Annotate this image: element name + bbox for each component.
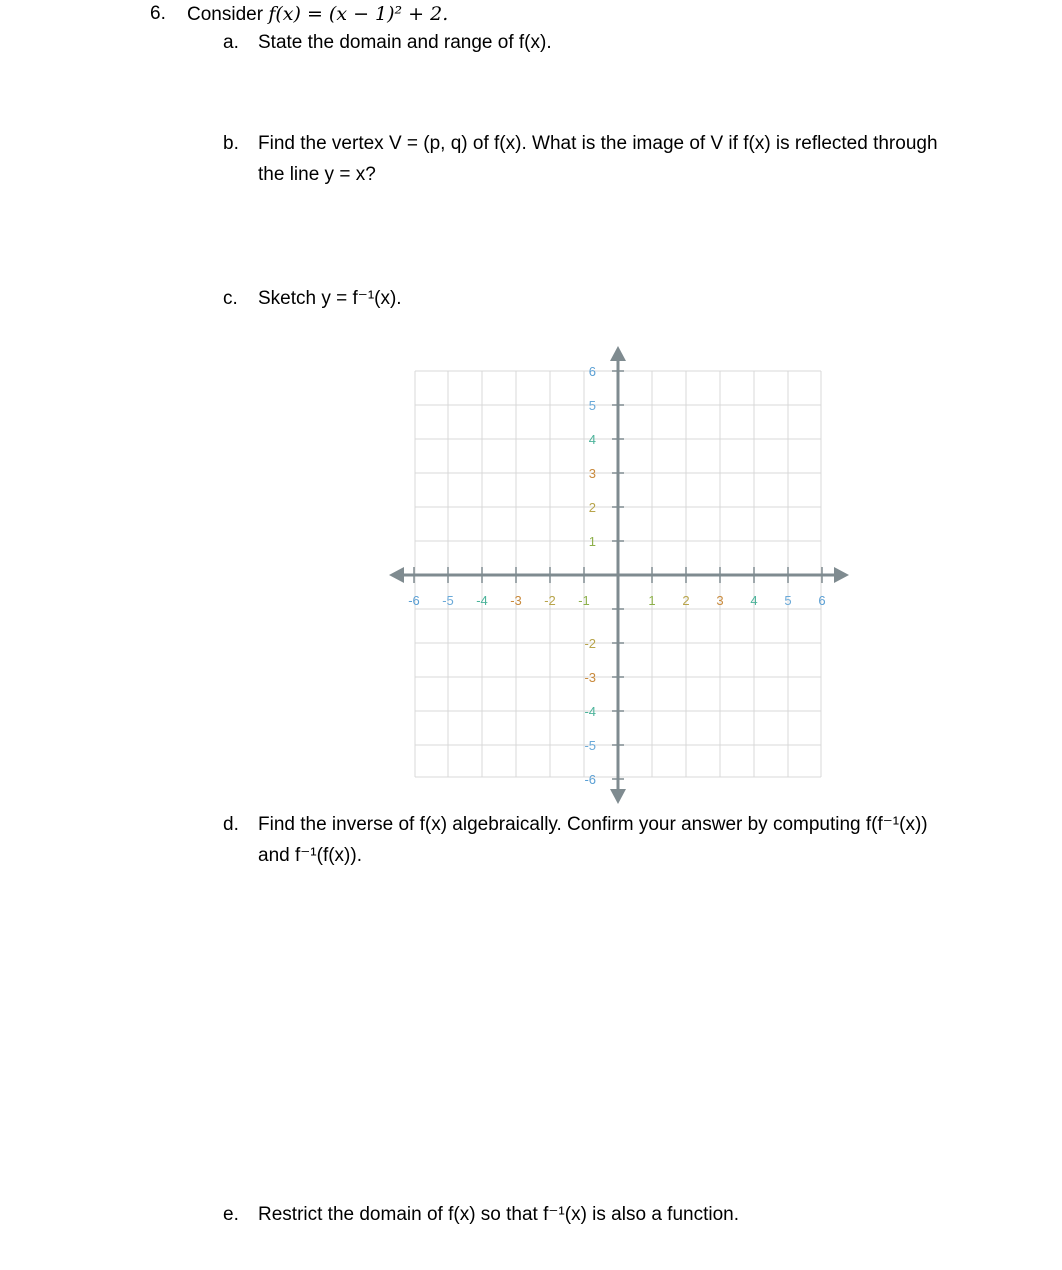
y-tick-label: -3 bbox=[584, 670, 596, 685]
y-tick-label: -6 bbox=[584, 772, 596, 787]
part-b-text-line1: Find the vertex V = (p, q) of f(x). What is the image of V if f(x) is reflected through bbox=[258, 133, 938, 154]
x-axis-right-arrow bbox=[834, 567, 849, 583]
part-b-text-line2: the line y = x? bbox=[258, 164, 376, 185]
question-intro-text: Consider bbox=[187, 4, 264, 25]
x-tick-label: 1 bbox=[648, 593, 656, 608]
part-d-label: d. bbox=[223, 814, 239, 835]
part-c-label: c. bbox=[223, 288, 238, 309]
y-axis-down-arrow bbox=[610, 789, 626, 804]
y-tick-label: -4 bbox=[584, 704, 596, 719]
y-tick-label: 5 bbox=[588, 398, 596, 413]
y-tick-label: -5 bbox=[584, 738, 596, 753]
x-axis-left-arrow bbox=[389, 567, 404, 583]
x-tick-label: 3 bbox=[716, 593, 724, 608]
question-number: 6. bbox=[150, 3, 166, 24]
part-b-label: b. bbox=[223, 133, 239, 154]
y-tick-label: -2 bbox=[584, 636, 596, 651]
x-tick-label: -4 bbox=[476, 593, 488, 608]
x-tick-label: -2 bbox=[544, 593, 556, 608]
part-a-text: State the domain and range of f(x). bbox=[258, 32, 552, 53]
part-e-text: Restrict the domain of f(x) so that f⁻¹(x) is also a function. bbox=[258, 1204, 739, 1225]
y-tick-label: 3 bbox=[588, 466, 596, 481]
y-tick-label: 1 bbox=[588, 534, 596, 549]
function-definition: f(x) = (x − 1)² + 2. bbox=[268, 3, 449, 25]
part-d-text-line2: and f⁻¹(f(x)). bbox=[258, 845, 362, 866]
part-a-label: a. bbox=[223, 32, 239, 53]
part-e-label: e. bbox=[223, 1204, 239, 1225]
x-tick-label: 2 bbox=[682, 593, 690, 608]
y-axis-up-arrow bbox=[610, 346, 626, 361]
y-tick-label: 4 bbox=[588, 432, 596, 447]
part-c-text: Sketch y = f⁻¹(x). bbox=[258, 288, 402, 309]
x-tick-label: 5 bbox=[784, 593, 792, 608]
x-tick-label: -1 bbox=[578, 593, 590, 608]
y-tick-label: 6 bbox=[588, 364, 596, 379]
x-tick-label: -5 bbox=[442, 593, 454, 608]
x-tick-label: 4 bbox=[750, 593, 758, 608]
x-tick-label: -3 bbox=[510, 593, 522, 608]
y-tick-label: 2 bbox=[588, 500, 596, 515]
part-d-text-line1: Find the inverse of f(x) algebraically. Confirm your answer by computing f(f⁻¹(x)) bbox=[258, 814, 928, 835]
x-tick-label: 6 bbox=[818, 593, 826, 608]
x-tick-label: -6 bbox=[408, 593, 420, 608]
